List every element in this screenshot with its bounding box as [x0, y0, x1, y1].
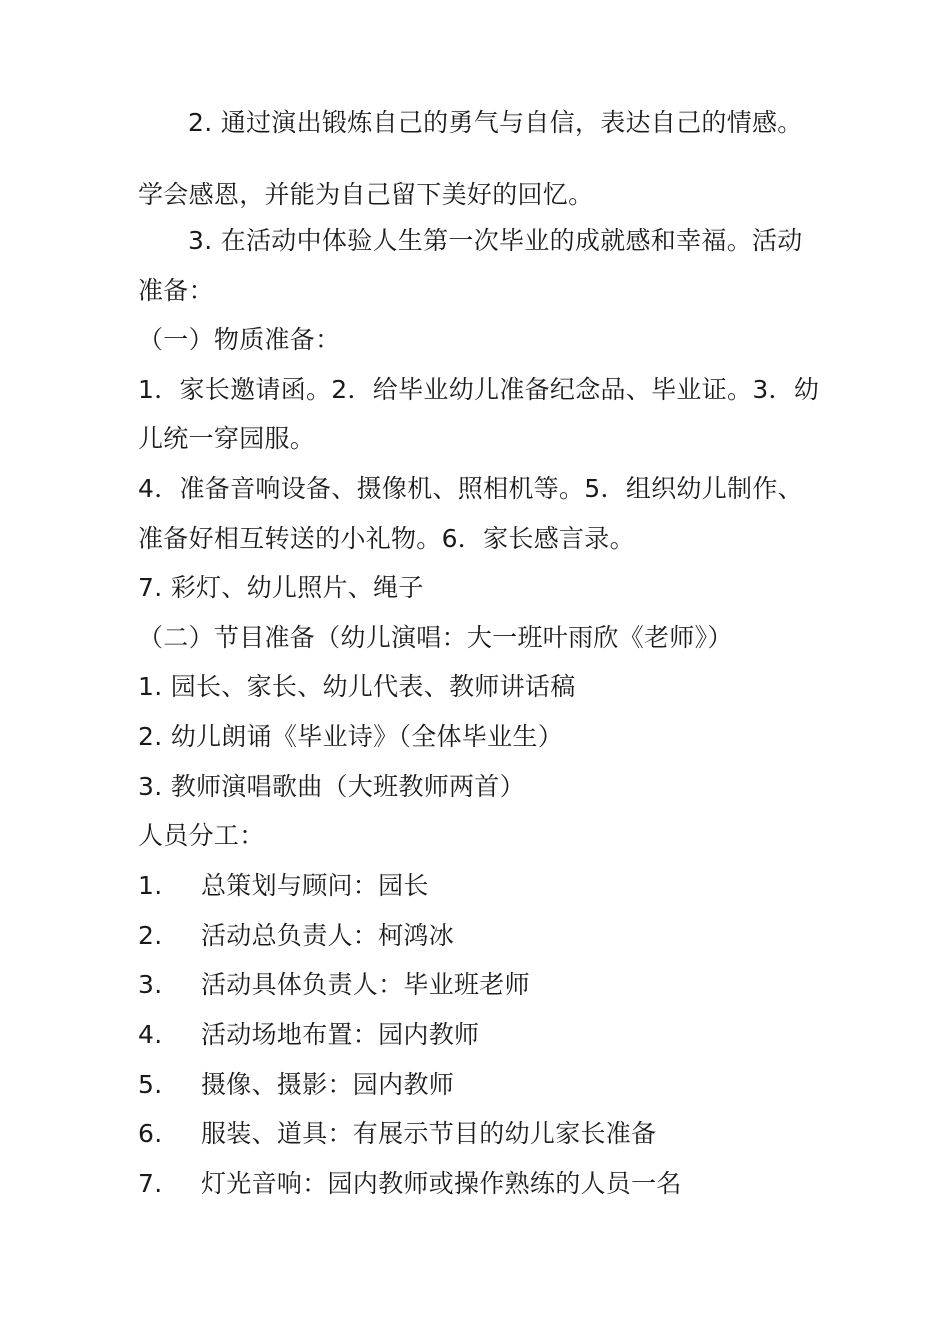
staff-item-text: 活动总负责人：柯鸿冰 [201, 921, 455, 950]
staff-item-text: 活动场地布置：园内教师 [201, 1020, 480, 1049]
staff-item-number: 6. [138, 1119, 163, 1148]
goal-item-2-line-2: 学会感恩，并能为自己留下美好的回忆。 [138, 180, 594, 209]
staff-item-text: 活动具体负责人：毕业班老师 [201, 970, 530, 999]
staff-item-text: 总策划与顾问：园长 [201, 871, 429, 900]
staff-item [138, 1167, 682, 1201]
material-line-4: 准备好相互转送的小礼物。6．家长感言录。 [138, 524, 635, 553]
staff-item [138, 1117, 656, 1151]
goal-item-2-line-1: 2. 通过演出锻炼自己的勇气与自信，表达自己的情感。 [188, 108, 803, 137]
material-line-1: 1．家长邀请函。2．给毕业幼儿准备纪念品、毕业证。3．幼 [138, 375, 820, 404]
material-line-3: 4．准备音响设备、摄像机、照相机等。5．组织幼儿制作、 [138, 474, 803, 503]
staff-item-number: 5. [138, 1070, 163, 1099]
goal-item-3-line-2: 准备： [138, 276, 214, 305]
staff-item-number: 3. [138, 970, 163, 999]
material-heading: （一）物质准备： [138, 325, 341, 354]
staff-item-text: 灯光音响：园内教师或操作熟练的人员一名 [201, 1169, 682, 1198]
program-item-1: 1. 园长、家长、幼儿代表、教师讲话稿 [138, 672, 576, 701]
goal-item-3-line-1: 3. 在活动中体验人生第一次毕业的成就感和幸福。活动 [188, 226, 803, 255]
staff-item [138, 1068, 454, 1102]
staff-item-number: 7. [138, 1169, 163, 1198]
staff-item [138, 968, 530, 1002]
staff-item [138, 869, 429, 903]
staff-item-text: 服装、道具：有展示节目的幼儿家长准备 [201, 1119, 657, 1148]
staff-item [138, 1018, 479, 1052]
staff-item [138, 919, 454, 953]
material-line-5: 7. 彩灯、幼儿照片、绳子 [138, 573, 424, 602]
program-item-2: 2. 幼儿朗诵《毕业诗》（全体毕业生） [138, 722, 564, 751]
program-item-3: 3. 教师演唱歌曲（大班教师两首） [138, 772, 525, 801]
staff-item-number: 1. [138, 871, 163, 900]
staff-heading: 人员分工： [138, 821, 265, 850]
program-heading: （二）节目准备（幼儿演唱：大一班叶雨欣《老师》） [138, 623, 733, 652]
staff-item-number: 2. [138, 921, 163, 950]
material-line-2: 儿统一穿园服。 [138, 424, 316, 453]
staff-item-text: 摄像、摄影：园内教师 [201, 1070, 455, 1099]
staff-item-number: 4. [138, 1020, 163, 1049]
